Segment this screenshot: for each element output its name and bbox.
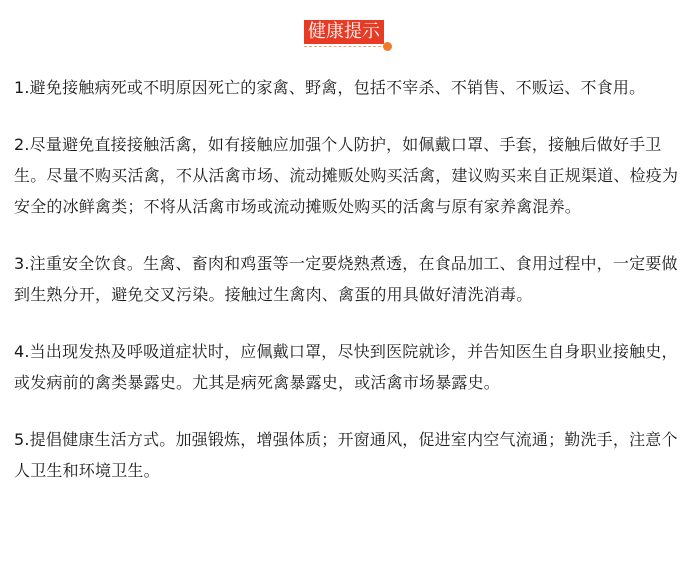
paragraph-1: 1.避免接触病死或不明原因死亡的家禽、野禽，包括不宰杀、不销售、不贩运、不食用。	[14, 78, 646, 97]
title-wrap	[304, 18, 396, 50]
paragraph-2: 2.尽量避免直接接触活禽，如有接触应加强个人防护，如佩戴口罩、手套，接触后做好手卫生。尽量不购买活禽，不从活禽市场、流动摊贩处购买活禽，建议购买来自正规渠道、检疫为安全的冰鲜禽类；不将从活禽市场或流动摊贩处购买的活禽与原有家养禽混养。	[14, 135, 679, 216]
page-title: 健康提示	[304, 20, 384, 44]
paragraph-4: 4.当出现发热及呼吸道症状时，应佩戴口罩，尽快到医院就诊，并告知医生自身职业接触史，或发病前的禽类暴露史。尤其是病死禽暴露史，或活禽市场暴露史。	[14, 342, 678, 392]
paragraph-3: 3.注重安全饮食。生禽、畜肉和鸡蛋等一定要烧熟煮透，在食品加工、食用过程中，一定要做到生熟分开，避免交叉污染。接触过生禽肉、禽蛋的用具做好清洗消毒。	[14, 254, 678, 304]
title-underline	[304, 46, 386, 47]
title-dot-icon	[383, 42, 392, 51]
paragraph-5: 5.提倡健康生活方式。加强锻炼，增强体质；开窗通风，促进室内空气流通；勤洗手，注意个人卫生和环境卫生。	[14, 430, 678, 480]
content	[14, 72, 690, 486]
